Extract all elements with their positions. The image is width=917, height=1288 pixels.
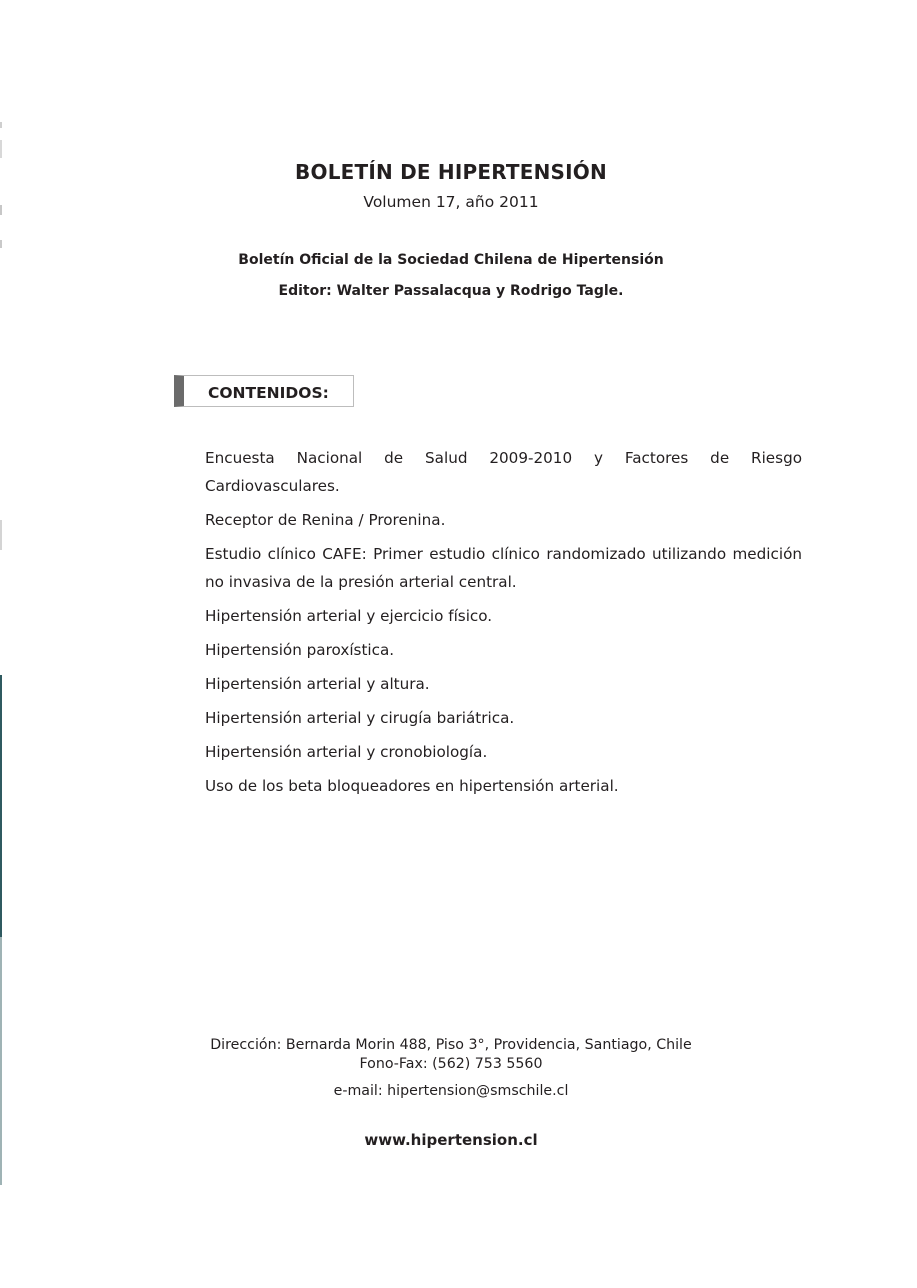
- contents-item: Hipertensión arterial y cirugía bariátrica.: [205, 709, 515, 727]
- contents-heading: CONTENIDOS:: [208, 384, 329, 402]
- edge-mark: [0, 140, 2, 158]
- contents-heading-box: [174, 375, 354, 407]
- official-subtitle: Boletín Oficial de la Sociedad Chilena de Hipertensión: [238, 252, 664, 268]
- contents-list: [205, 444, 802, 806]
- edge-mark: [0, 520, 2, 550]
- contents-item: Encuesta Nacional de Salud 2009-2010 y Factores de Riesgo Cardiovasculares.: [205, 449, 802, 495]
- address-line: Dirección: Bernarda Morin 488, Piso 3°, Providencia, Santiago, Chile: [210, 1037, 692, 1053]
- contents-item: Uso de los beta bloqueadores en hipertensión arterial.: [205, 777, 619, 795]
- contents-item: Hipertensión arterial y cronobiología.: [205, 743, 488, 761]
- contents-item: Estudio clínico CAFE: Primer estudio clínico randomizado utilizando medición no invasiva de la presión arterial central.: [205, 545, 802, 591]
- contents-item: Hipertensión arterial y ejercicio físico.: [205, 607, 493, 625]
- contents-item: Receptor de Renina / Prorenina.: [205, 511, 446, 529]
- email-line: e-mail: hipertension@smschile.cl: [333, 1083, 569, 1099]
- edge-mark: [0, 240, 2, 248]
- address-block: [0, 1036, 902, 1074]
- page-title: BOLETÍN DE HIPERTENSIÓN: [295, 160, 607, 184]
- contents-item: Hipertensión paroxística.: [205, 641, 395, 659]
- website-link[interactable]: www.hipertension.cl: [364, 1131, 538, 1149]
- editor-line: Editor: Walter Passalacqua y Rodrigo Tagle.: [278, 283, 624, 299]
- phone-line: Fono-Fax: (562) 753 5560: [359, 1056, 543, 1072]
- edge-color-band: [0, 675, 2, 937]
- contents-item: Hipertensión arterial y altura.: [205, 675, 430, 693]
- volume-info: Volumen 17, año 2011: [363, 193, 539, 211]
- edge-mark: [0, 122, 2, 128]
